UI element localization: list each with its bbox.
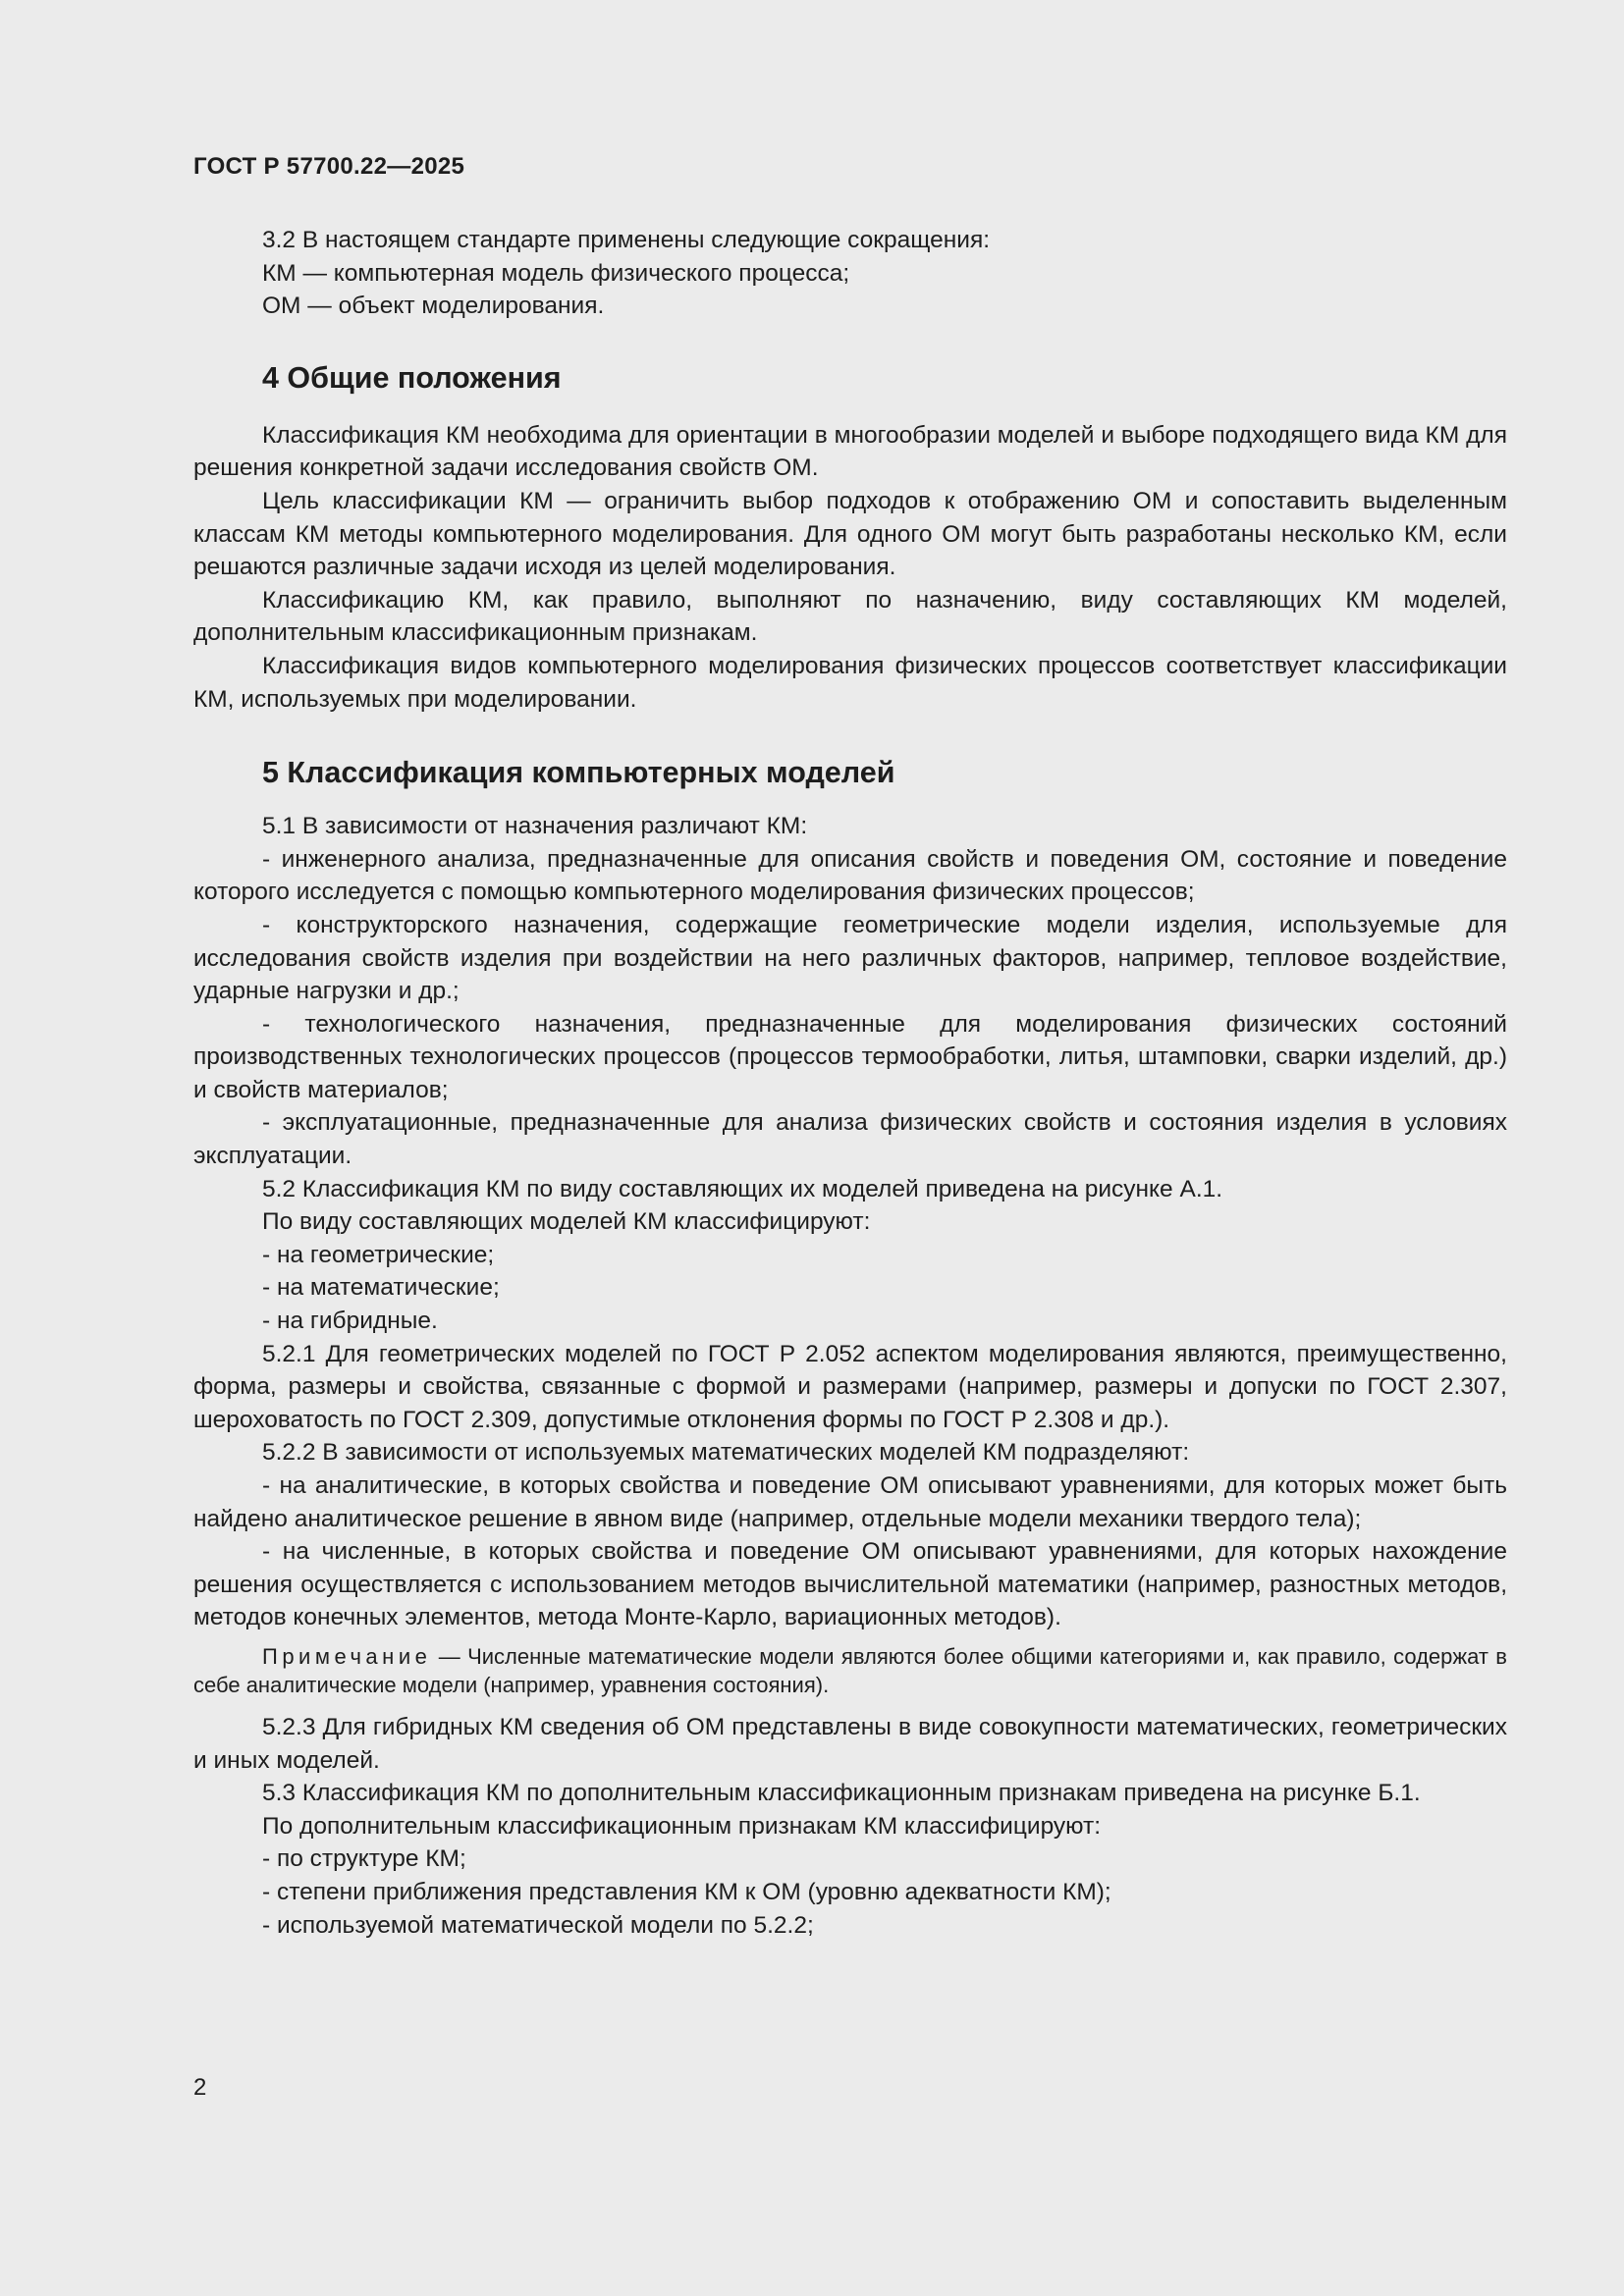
page-number: 2 [193, 2074, 207, 2101]
section-4-paragraph: Цель классификации КМ — ограничить выбор подходов к отображению ОМ и сопоставить выделенным классам КМ методы компьютерного моделирования. Для одного ОМ могут быть разработаны несколько КМ, если решаются различные задачи исходя из целей моделирования. [193, 487, 1507, 581]
paragraph-3-2: 3.2 В настоящем стандарте применены следующие сокращения: [262, 227, 991, 253]
section-4-paragraph: Классификацию КМ, как правило, выполняют по назначению, виду составляющих КМ моделей, дополнительным классификационным признакам. [193, 586, 1507, 647]
paragraph-5-1: 5.1 В зависимости от назначения различают КМ: [262, 813, 808, 840]
paragraph-5-2-2: 5.2.2 В зависимости от используемых математических моделей КМ подразделяют: [262, 1439, 1190, 1467]
paragraph-5-2: 5.2 Классификация КМ по виду составляющих их моделей приведена на рисунке А.1. [262, 1175, 1223, 1202]
note [193, 1642, 1507, 1699]
paragraph-5-2-3: 5.2.3 Для гибридных КМ сведения об ОМ представлены в виде совокупности математических, геометрических и иных моделей. [193, 1713, 1507, 1774]
section-4-paragraph: Классификация КМ необходима для ориентации в многообразии моделей и выборе подходящего вида КМ для решения конкретной задачи исследования свойств ОМ. [193, 421, 1507, 482]
paragraph-5-3: 5.3 Классификация КМ по дополнительным классификационным признакам приведена на рисунке Б.1. [262, 1780, 1421, 1807]
list-item: - на численные, в которых свойства и поведение ОМ описывают уравнениями, для которых нахождение решения осуществляется с использованием методов вычислительной математики (например, разностных методов, методов конечных элементов, метода Монте-Карло, вариационных методов). [193, 1538, 1507, 1631]
paragraph: По виду составляющих моделей КМ классифицируют: [262, 1208, 871, 1236]
note-label: Примечание [262, 1643, 432, 1669]
list-item: - на математические; [262, 1274, 500, 1302]
section-4-title: 4 Общие положения [262, 360, 562, 395]
paragraph: По дополнительным классификационным признакам КМ классифицируют: [262, 1812, 1102, 1840]
document-header: ГОСТ Р 57700.22—2025 [193, 153, 465, 180]
section-4-paragraph: Классификация видов компьютерного моделирования физических процессов соответствует классификации КМ, используемых при моделировании. [193, 652, 1507, 713]
list-item: - по структуре КМ; [262, 1845, 466, 1873]
list-item: - на аналитические, в которых свойства и поведение ОМ описывают уравнениями, для которых может быть найдено аналитическое решение в явном виде (например, отдельные модели механики твердого тела); [193, 1472, 1507, 1532]
paragraph-5-2-1: 5.2.1 Для геометрических моделей по ГОСТ Р 2.052 аспектом моделирования являются, преимущественно, форма, размеры и свойства, связанные с формой и размерами (например, размеры и допуски по ГОСТ 2.307, шероховатость по ГОСТ 2.309, допустимые отклонения формы по ГОСТ Р 2.308 и др.). [193, 1340, 1507, 1433]
list-item: - на геометрические; [262, 1241, 495, 1268]
list-item: - конструкторского назначения, содержащие геометрические модели изделия, используемые для исследования свойств изделия при воздействии на него различных факторов, например, тепловое воздействие, ударные нагрузки и др.; [193, 911, 1507, 1005]
list-item: - технологического назначения, предназначенные для моделирования физических состояний производственных технологических процессов (процессов термообработки, литья, штамповки, сварки изделий, др.) и свойств материалов; [193, 1010, 1507, 1103]
list-item: - используемой математической модели по 5.2.2; [262, 1911, 814, 1939]
abbreviation-km: КМ — компьютерная модель физического процесса; [262, 259, 850, 287]
abbreviation-om: ОМ — объект моделирования. [262, 293, 605, 320]
section-5-title: 5 Классификация компьютерных моделей [262, 756, 895, 790]
note-text: — Численные математические модели являются более общими категориями и, как правило, содержат в себе аналитические модели (например, уравнения состояния). [193, 1643, 1507, 1697]
page-content [193, 224, 1507, 1942]
list-item: - степени приближения представления КМ к ОМ (уровню адекватности КМ); [262, 1878, 1111, 1905]
list-item: - инженерного анализа, предназначенные для описания свойств и поведения ОМ, состояние и поведение которого исследуется с помощью компьютерного моделирования физических процессов; [193, 845, 1507, 906]
list-item: - эксплуатационные, предназначенные для анализа физических свойств и состояния изделия в условиях эксплуатации. [193, 1109, 1507, 1170]
list-item: - на гибридные. [262, 1308, 438, 1335]
